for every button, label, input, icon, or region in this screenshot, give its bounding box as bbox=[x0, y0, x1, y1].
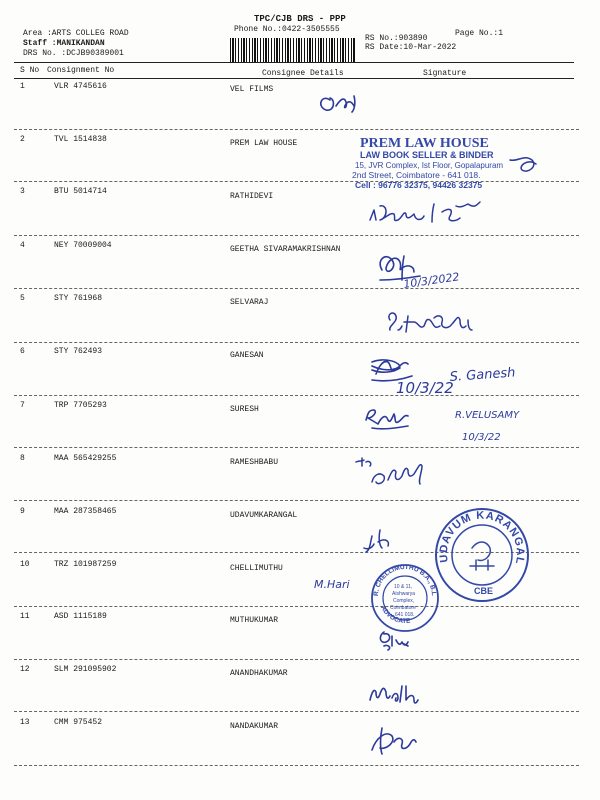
row-1-sno: 1 bbox=[20, 82, 25, 91]
signature-row-11 bbox=[380, 632, 408, 650]
row-4-consignee: GEETHA SIVARAMAKRISHNAN bbox=[230, 245, 341, 254]
row-3-consignment: BTU 5014714 bbox=[54, 187, 107, 196]
row-10-consignment: TRZ 101987259 bbox=[54, 560, 117, 569]
row-8-sno: 8 bbox=[20, 454, 25, 463]
row-6-consignment: STY 762493 bbox=[54, 347, 103, 356]
row-8-consignment: MAA 565429255 bbox=[54, 454, 117, 463]
row-2-sno: 2 bbox=[20, 135, 25, 144]
svg-text:15, JVR Complex, Ist Floor, Go: 15, JVR Complex, Ist Floor, Gopalapuram bbox=[355, 161, 504, 170]
row-10-consignee: CHELLIMUTHU bbox=[230, 564, 283, 573]
row-5-consignment: STY 761968 bbox=[54, 294, 103, 303]
col-sno: S No bbox=[20, 66, 40, 75]
svg-text:10 & 11,: 10 & 11, bbox=[394, 584, 413, 590]
stamp-prem-law-house bbox=[352, 136, 503, 190]
svg-text:LAW BOOK SELLER & BINDER: LAW BOOK SELLER & BINDER bbox=[360, 150, 494, 160]
svg-text:Aishwarya: Aishwarya bbox=[392, 591, 416, 597]
svg-text:CBE: CBE bbox=[474, 586, 494, 596]
row-5-consignee: SELVARAJ bbox=[230, 298, 269, 307]
date-row-7: 10/3/22 bbox=[462, 432, 501, 443]
svg-text:641 018.: 641 018. bbox=[395, 612, 415, 618]
drs-number: DRS No. :DCJB90389001 bbox=[23, 49, 124, 58]
svg-text:Coimbatore: Coimbatore bbox=[390, 605, 416, 611]
signature-row-12 bbox=[370, 686, 418, 703]
row-11-consignee: MUTHUKUMAR bbox=[230, 616, 279, 625]
row-12-consignee: ANANDHAKUMAR bbox=[230, 669, 288, 678]
row-8-consignee: RAMESHBABU bbox=[230, 458, 279, 467]
row-2-consignment: TVL 1514838 bbox=[54, 135, 107, 144]
date-row-6: 10/3/22 bbox=[396, 379, 454, 397]
row-4-sno: 4 bbox=[20, 241, 25, 250]
signature-row-8 bbox=[356, 458, 422, 484]
row-1-consignee: VEL FILMS bbox=[230, 85, 274, 94]
svg-text:2nd Street, Coimbatore - 641 0: 2nd Street, Coimbatore - 641 018. bbox=[352, 170, 481, 180]
row-11-consignment: ASD 1115189 bbox=[54, 612, 107, 621]
row-10-sno: 10 bbox=[20, 560, 30, 569]
row-3-consignee: RATHIDEVI bbox=[230, 192, 274, 201]
row-11-sno: 11 bbox=[20, 612, 30, 621]
col-consignee: Consignee Details bbox=[262, 69, 344, 78]
row-9-consignment: MAA 287358465 bbox=[54, 507, 117, 516]
stamp-udavum-karangal bbox=[436, 509, 528, 601]
row-12-sno: 12 bbox=[20, 665, 30, 674]
svg-text:Complex,: Complex, bbox=[393, 598, 415, 604]
col-signature: Signature bbox=[423, 69, 467, 78]
row-1-consignment: VLR 4745616 bbox=[54, 82, 107, 91]
page-number: Page No.:1 bbox=[455, 29, 504, 38]
name-row-7: R.VELUSAMY bbox=[455, 410, 520, 421]
row-5-sno: 5 bbox=[20, 294, 25, 303]
area-label: Area :ARTS COLLEG ROAD bbox=[23, 29, 129, 38]
sheet-title: TPC/CJB DRS - PPP bbox=[254, 14, 346, 24]
row-2-consignee: PREM LAW HOUSE bbox=[230, 139, 298, 148]
row-7-consignee: SURESH bbox=[230, 405, 259, 414]
date-row-4: 10/3/2022 bbox=[402, 270, 461, 291]
svg-text:R. CHELLIMUTHU B.A., B.L.: R. CHELLIMUTHU B.A., B.L bbox=[372, 563, 438, 597]
rs-number: RS No.:903890 bbox=[365, 34, 428, 43]
row-3-sno: 3 bbox=[20, 187, 25, 196]
row-4-consignment: NEY 70009004 bbox=[54, 241, 112, 250]
signature-row-3 bbox=[370, 202, 480, 222]
row-7-sno: 7 bbox=[20, 401, 25, 410]
signature-row-5 bbox=[389, 313, 472, 332]
svg-text:PREM LAW HOUSE: PREM LAW HOUSE bbox=[360, 136, 489, 151]
row-9-sno: 9 bbox=[20, 507, 25, 516]
signature-row-1 bbox=[321, 96, 355, 112]
svg-text:UDAVUM KARANGAL: UDAVUM KARANGAL bbox=[437, 509, 527, 566]
signature-row-7 bbox=[366, 410, 408, 429]
row-12-consignment: SLM 291095902 bbox=[54, 665, 117, 674]
name-row-6: S. Ganesh bbox=[449, 365, 516, 385]
row-13-consignment: CMM 975452 bbox=[54, 718, 103, 727]
row-6-sno: 6 bbox=[20, 347, 25, 356]
col-consignment: Consignment No bbox=[47, 66, 115, 75]
signature-row-13 bbox=[372, 728, 416, 754]
row-13-sno: 13 bbox=[20, 718, 30, 727]
row-6-consignee: GANESAN bbox=[230, 351, 264, 360]
signature-row-6 bbox=[372, 360, 412, 381]
row-7-consignment: TRP 7705293 bbox=[54, 401, 107, 410]
staff-label: Staff :MANIKANDAN bbox=[23, 39, 105, 48]
name-row-10: M.Hari bbox=[314, 578, 350, 591]
rs-date: RS Date:10-Mar-2022 bbox=[365, 43, 457, 52]
row-9-consignee: UDAVUMKARANGAL bbox=[230, 511, 298, 520]
svg-text:ADVOCATE: ADVOCATE bbox=[379, 604, 411, 626]
signature-row-2 bbox=[510, 158, 536, 171]
phone-number: Phone No.:0422-3505555 bbox=[234, 25, 340, 34]
signature-row-9 bbox=[364, 530, 388, 552]
row-13-consignee: NANDAKUMAR bbox=[230, 722, 279, 731]
svg-text:Cell : 96776 32375, 94426 3237: Cell : 96776 32375, 94426 32375 bbox=[355, 180, 483, 190]
